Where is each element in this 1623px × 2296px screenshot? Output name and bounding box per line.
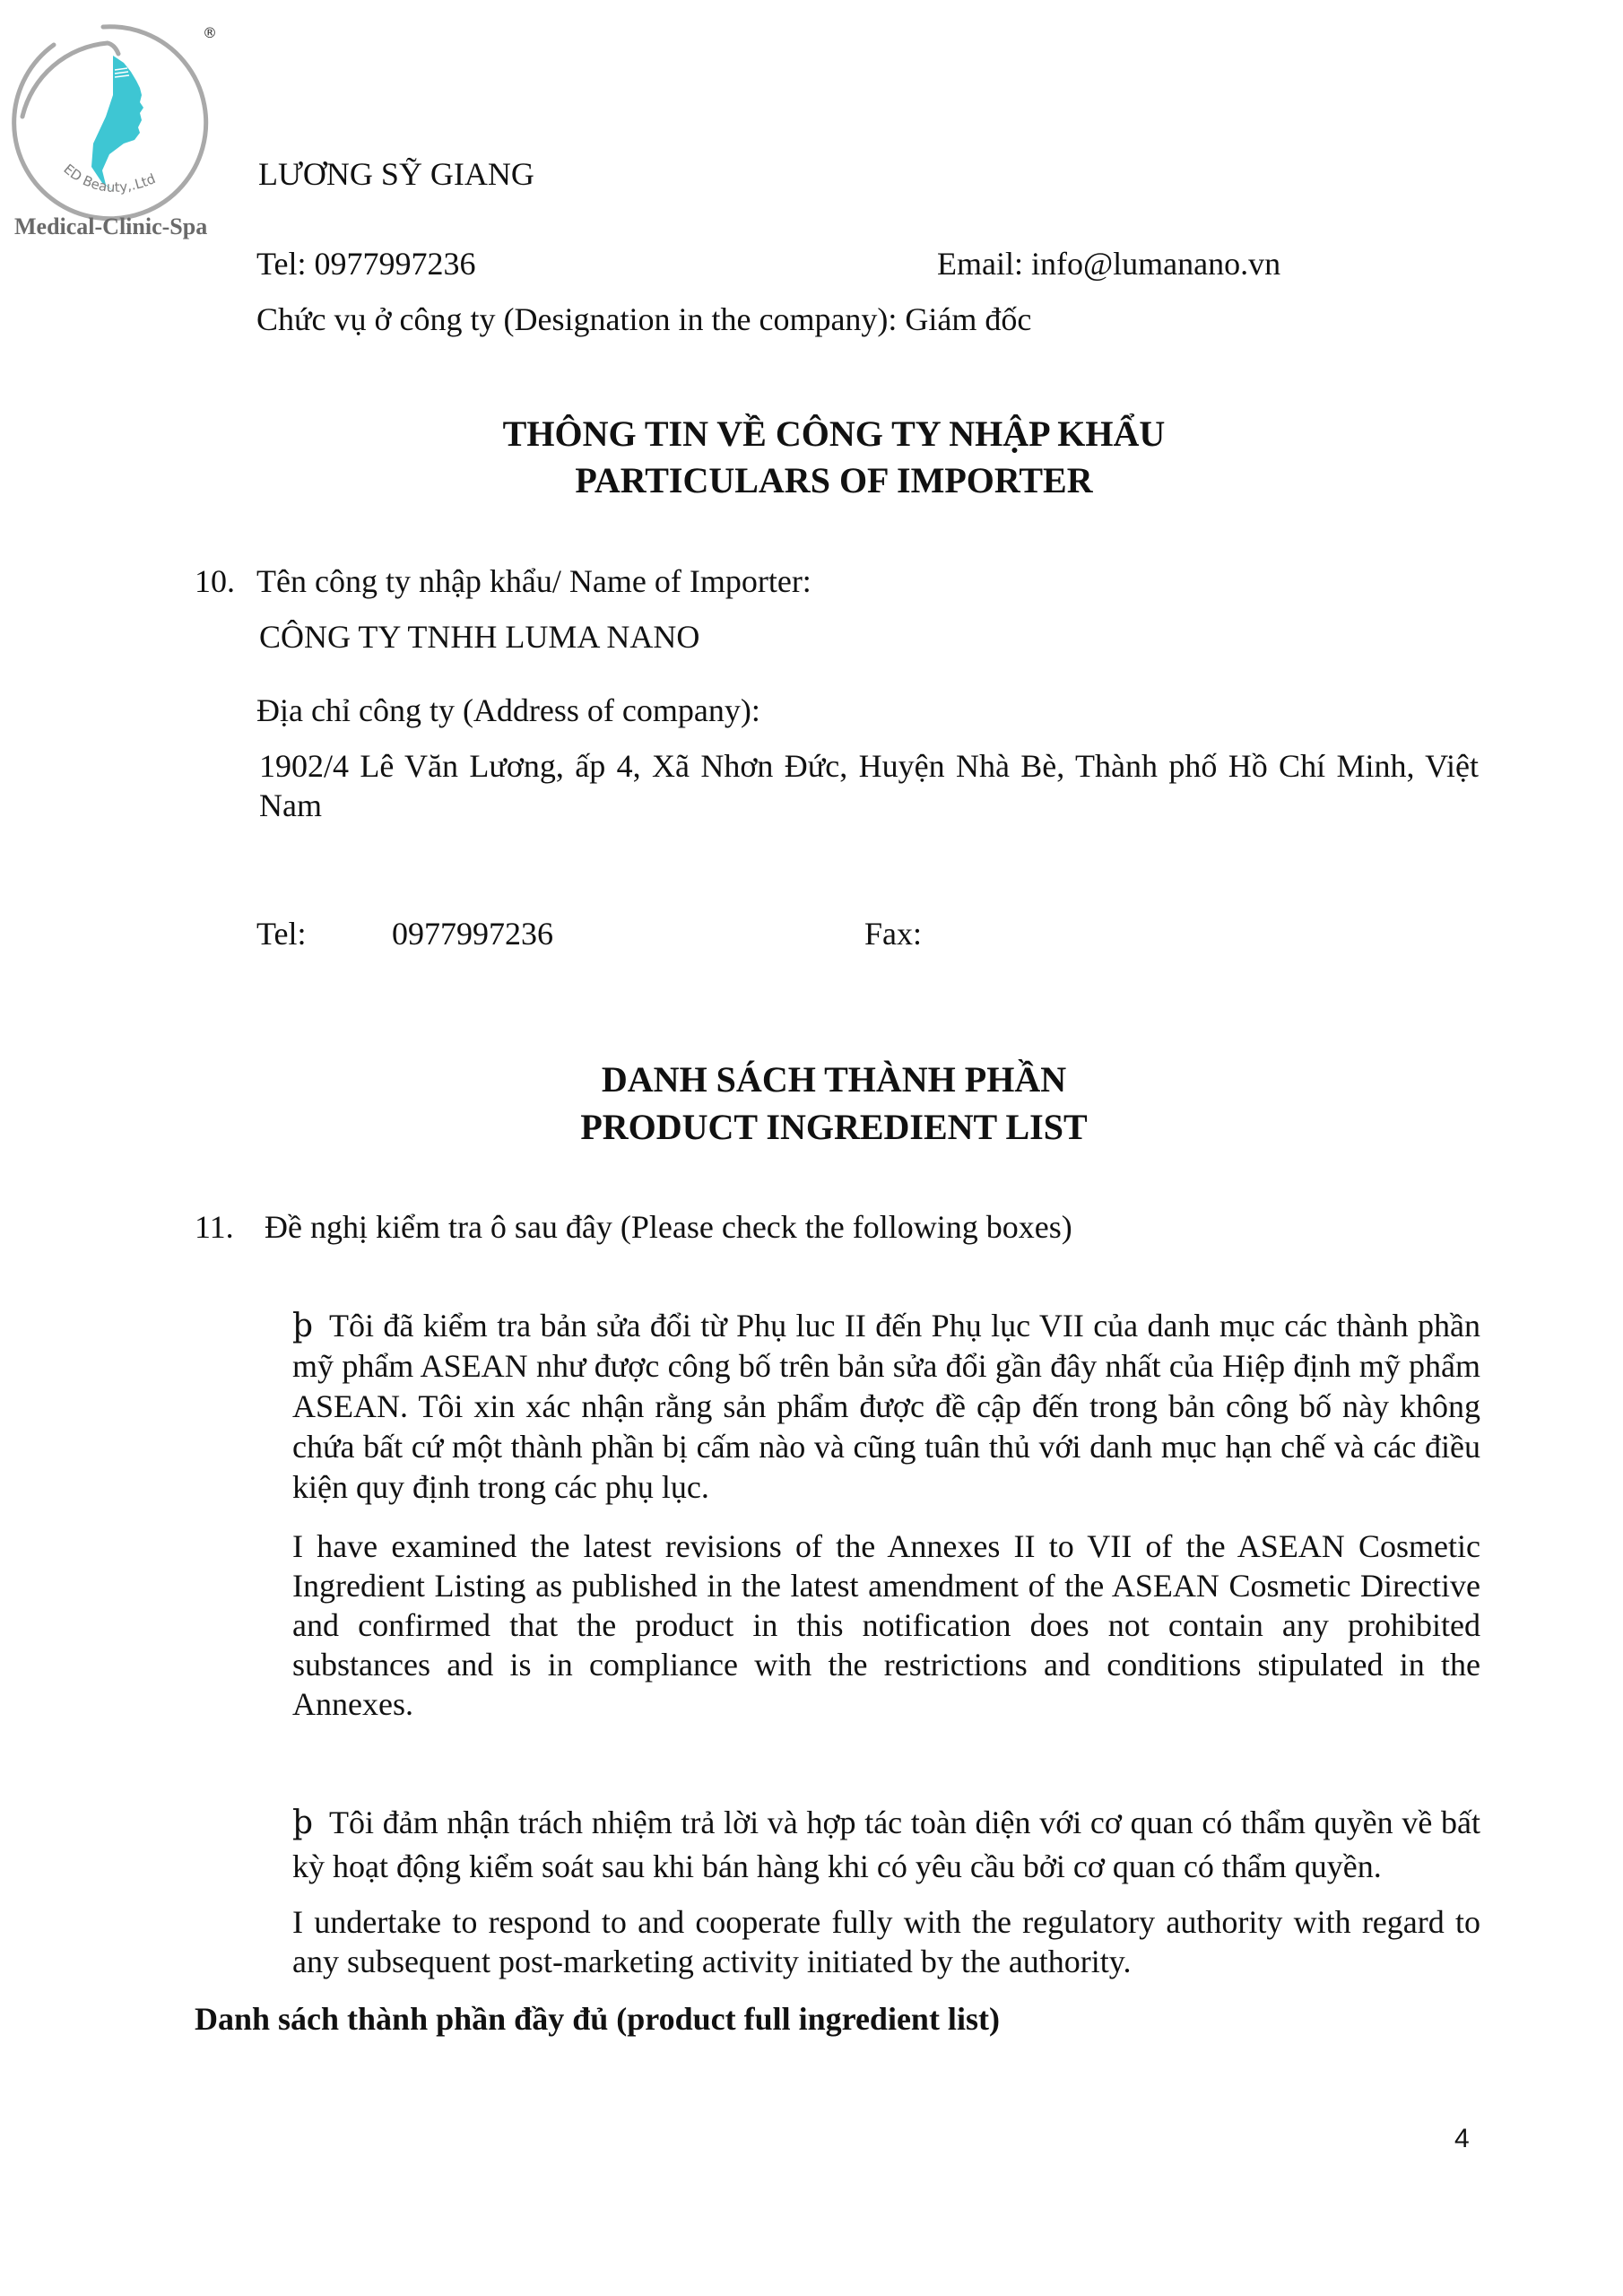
ingredient-title-en: PRODUCT INGREDIENT LIST bbox=[580, 1107, 1088, 1147]
checked-box-icon[interactable]: þ bbox=[292, 1308, 314, 1344]
item-11-number: 11. bbox=[195, 1209, 234, 1245]
logo-brand-text: ED Beauty,.Ltd bbox=[60, 161, 158, 196]
ingredient-title-vi: DANH SÁCH THÀNH PHẦN bbox=[601, 1059, 1067, 1100]
importer-title-vi: THÔNG TIN VỀ CÔNG TY NHẬP KHẨU bbox=[502, 413, 1166, 454]
declaration-2-vi bbox=[292, 1801, 1480, 1889]
importer-tel-label: Tel: bbox=[256, 916, 307, 952]
importer-tel-value: 0977997236 bbox=[392, 916, 553, 952]
checked-box-icon[interactable]: þ bbox=[292, 1805, 314, 1841]
address-label: Địa chỉ công ty (Address of company): bbox=[256, 692, 760, 728]
svg-text:ED Beauty,.Ltd bbox=[60, 161, 157, 196]
contact-tel: Tel: 0977997236 bbox=[256, 246, 476, 282]
declaration-2-en: I undertake to respond to and cooperate fully with the regulatory authority with regard to any subsequent post-marketing activity initiated by the authority. bbox=[292, 1904, 1480, 1979]
logo-mark-icon bbox=[9, 9, 233, 224]
declaration-1-en: I have examined the latest revisions of the Annexes II to VII of the ASEAN Cosmetic Ingredient Listing as published in the latest amendment of the ASEAN Cosmetic Directive and confirmed that the product in this notification does not contain any prohibited substances and is in compliance with the restrictions and conditions stipulated in the Annexes. bbox=[292, 1528, 1480, 1722]
importer-title-en: PARTICULARS OF IMPORTER bbox=[575, 460, 1093, 500]
importer-company-name: CÔNG TY TNHH LUMA NANO bbox=[259, 619, 700, 655]
check-instruction: Đề nghị kiểm tra ô sau đây (Please check the following boxes) bbox=[265, 1209, 1072, 1245]
declaration-1-vi-text: Tôi đã kiểm tra bản sửa đổi từ Phụ luc II đến Phụ lục VII của danh mục các thành phần mỹ phẩm ASEAN như được công bố trên bản sửa đổi gần đây nhất của Hiệp định mỹ phẩm ASEAN. Tôi xin xác nhận rằng sản phẩm được đề cập đến trong bản công bố này không chứa bất cứ một thành phần bị cấm nào và cũng tuân thủ với danh mục hạn chế và các điều kiện quy định trong các phụ lục. bbox=[292, 1308, 1480, 1505]
declaration-1-vi bbox=[292, 1306, 1480, 1508]
page-number: 4 bbox=[1454, 2124, 1470, 2153]
importer-name-label: Tên công ty nhập khẩu/ Name of Importer: bbox=[256, 563, 812, 599]
address-line-2: Nam bbox=[259, 787, 322, 823]
item-10-number: 10. bbox=[195, 563, 235, 599]
registered-mark: ® bbox=[203, 24, 217, 41]
declaration-2-vi-text: Tôi đảm nhận trách nhiệm trả lời và hợp tác toàn diện với cơ quan có thẩm quyền về bất kỳ hoạt động kiểm soát sau khi bán hàng khi có yêu cầu bởi cơ quan có thẩm quyền. bbox=[292, 1805, 1480, 1884]
address-line-1: 1902/4 Lê Văn Lương, ấp 4, Xã Nhơn Đức, Huyện Nhà Bè, Thành phố Hồ Chí Minh, Việt bbox=[259, 748, 1479, 784]
contact-email: Email: info@lumanano.vn bbox=[937, 246, 1281, 282]
importer-fax-label: Fax: bbox=[864, 916, 923, 952]
full-ingredient-list-heading: Danh sách thành phần đầy đủ (product full ingredient list) bbox=[195, 2001, 1000, 2037]
logo-caption: Medical-Clinic-Spa bbox=[14, 213, 208, 239]
contact-designation: Chức vụ ở công ty (Designation in the company): Giám đốc bbox=[256, 301, 1032, 337]
contact-name: LƯƠNG SỸ GIANG bbox=[258, 156, 534, 192]
